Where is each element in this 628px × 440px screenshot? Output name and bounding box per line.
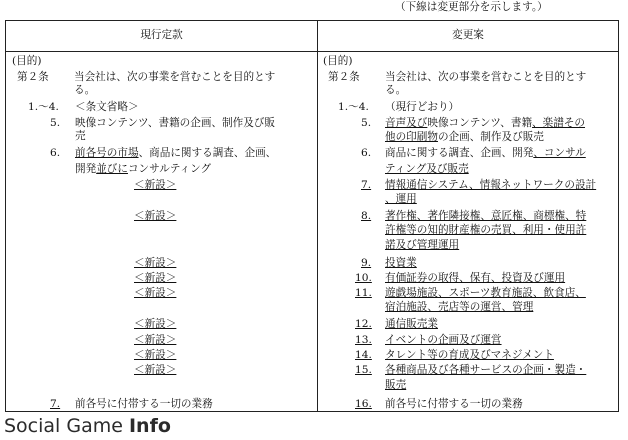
current-article-text: 当会社は、次の事業を営むことを目的とす <box>74 71 276 83</box>
proposed-item-6-text: 商品に関する調査、企画、開発、コンサル <box>385 147 586 159</box>
header-divider <box>6 51 618 52</box>
proposed-article-number: 第２条 <box>328 71 360 83</box>
current-article-text-cont: る。 <box>74 84 96 96</box>
proposed-item-text: 投資業 <box>385 257 417 269</box>
current-new-placeholder: ＜新設＞ <box>134 272 177 284</box>
current-item-7-text: 前各号に付帯する一切の業務 <box>75 398 213 410</box>
proposed-item-number: 10. <box>355 272 372 284</box>
proposed-item-text: 情報通信システム、情報ネットワークの設計 <box>385 179 597 191</box>
proposed-item-text-cont: 諾及び管理運用 <box>385 239 460 251</box>
proposed-item-5-text-cont: 他の印刷物の企画、制作及び販売 <box>385 131 544 143</box>
proposed-last-item-text: 前各号に付帯する一切の業務 <box>385 398 523 410</box>
current-item-6-number: 6. <box>50 147 61 159</box>
current-item-6-underlined: 前各号の市場 <box>75 147 139 159</box>
current-article-number: 第２条 <box>17 71 49 83</box>
proposed-item-text: タレント等の育成及びマネジメント <box>385 349 554 361</box>
proposed-item-text-cont: 宿泊施設、売店等の運営、管理 <box>385 301 534 313</box>
proposed-item-text: イベントの企画及び運営 <box>385 334 502 346</box>
proposed-section: (目的) <box>323 55 353 67</box>
proposed-item-text-cont: 許権等の知的財産権の売買、利用・使用許 <box>385 224 587 236</box>
proposed-item-number: 11. <box>355 287 372 299</box>
column-divider <box>317 21 318 411</box>
proposed-item-text: 各種商品及び各種サービスの企画・製造・ <box>385 364 587 376</box>
proposed-item-text: 遊戯場施設、スポーツ教育施設、飲食店、 <box>385 287 586 299</box>
current-new-placeholder: ＜新設＞ <box>134 179 177 191</box>
proposed-item-5-number: 5. <box>361 117 372 129</box>
proposed-item-number: 15. <box>355 364 372 376</box>
proposed-item-number: 14. <box>355 349 372 361</box>
proposed-article-text: 当会社は、次の事業を営むことを目的とす <box>385 71 587 83</box>
proposed-item-text-cont: 販売 <box>385 379 407 391</box>
current-new-placeholder: ＜新設＞ <box>134 364 177 376</box>
current-item-7-number: 7. <box>50 398 61 410</box>
proposed-item-text: 有価証券の取得、保有、投資及び運用 <box>385 272 566 284</box>
current-new-placeholder: ＜新設＞ <box>134 334 177 346</box>
proposed-item-6-number: 6. <box>361 147 372 159</box>
proposed-item-1-4-number: 1.～4. <box>338 101 369 113</box>
underline-note: （下線は変更部分を示します。） <box>395 1 548 13</box>
current-new-placeholder: ＜新設＞ <box>134 210 177 222</box>
proposed-article-text-cont: る。 <box>385 84 407 96</box>
current-item-6-text: 前各号の市場、商品に関する調査、企画、 <box>75 147 277 159</box>
proposed-item-number: 13. <box>355 334 372 346</box>
current-new-placeholder: ＜新設＞ <box>134 349 177 361</box>
amendment-table <box>5 20 619 412</box>
proposed-item-number: 8. <box>361 210 372 222</box>
proposed-item-text: 著作権、著作隣接権、意匠権、商標権、特 <box>385 210 587 222</box>
proposed-item-number: 12. <box>355 318 372 330</box>
current-new-placeholder: ＜新設＞ <box>134 318 177 330</box>
current-new-placeholder: ＜新設＞ <box>134 287 177 299</box>
current-item-1-4-text: ＜条文省略＞ <box>75 101 139 113</box>
current-new-placeholder: ＜新設＞ <box>134 257 177 269</box>
current-item-1-4-number: 1.～4. <box>28 101 59 113</box>
proposed-item-6-text-cont: ティング及び販売 <box>385 163 469 175</box>
current-item-5-text: 映像コンテンツ、書籍の企画、制作及び販 <box>75 117 276 129</box>
proposed-item-5-text: 音声及び映像コンテンツ、書籍、楽譜その <box>385 117 586 129</box>
current-item-6-text-cont: 開発並びにコンサルティング <box>75 163 212 175</box>
social-game-info-logo: Social Game Info <box>4 415 171 437</box>
proposed-last-item-number: 16. <box>355 398 372 410</box>
proposed-item-text: 通信販売業 <box>385 318 438 330</box>
proposed-item-1-4-text: （現行どおり） <box>385 101 460 113</box>
current-section: (目的) <box>12 55 42 67</box>
proposed-item-number: 9. <box>361 257 372 269</box>
header-current: 現行定款 <box>140 29 183 41</box>
proposed-item-number: 7. <box>361 179 372 191</box>
current-item-5-text-cont: 売 <box>75 130 86 142</box>
proposed-item-text-cont: 、運用 <box>385 193 417 205</box>
header-proposed: 変更案 <box>452 29 484 41</box>
current-item-5-number: 5. <box>50 117 61 129</box>
